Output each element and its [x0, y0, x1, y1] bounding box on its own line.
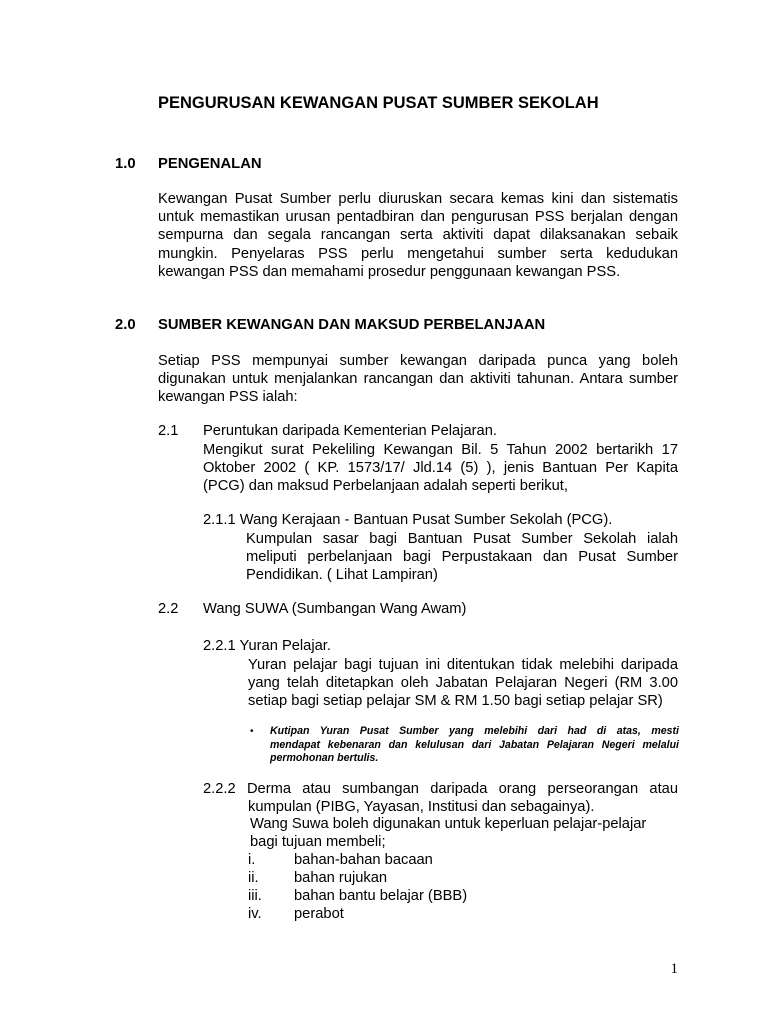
note-line: Kutipan Yuran Pusat Sumber yang melebihi dari had di atas, mesti [270, 725, 679, 737]
subsection-number: 2.2 [158, 601, 179, 617]
paragraph-line: digunakan untuk menjalankan rancangan dan aktiviti tahunan. Antara sumber [158, 371, 678, 388]
list-item-number: iii. [248, 888, 262, 904]
paragraph-line: Oktober 2002 ( KP. 1573/17/ Jld.14 (5) ), jenis Bantuan Per Kapita [203, 460, 678, 477]
paragraph-line: Yuran pelajar bagi tujuan ini ditentukan tidak melebihi daripada [248, 657, 678, 673]
paragraph-line: Mengikut surat Pekeliling Kewangan Bil. 5 Tahun 2002 bertarikh 17 [203, 442, 678, 458]
paragraph-line: Setiap PSS mempunyai sumber kewangan daripada punca yang boleh [158, 353, 678, 369]
list-item-number: iv. [248, 906, 262, 922]
bullet-icon: • [250, 726, 254, 737]
document-title: PENGURUSAN KEWANGAN PUSAT SUMBER SEKOLAH [158, 94, 599, 112]
section-number: 2.0 [115, 317, 136, 333]
subsection-title: Wang SUWA (Sumbangan Wang Awam) [203, 601, 467, 617]
paragraph-line: setiap bagi setiap pelajar SM & RM 1.50 bagi setiap pelajar SR) [248, 693, 663, 710]
note-line: mendapat kebenaran dan kelulusan dari Jabatan Pelajaran Negeri melalui [270, 738, 679, 751]
note-line: permohonan bertulis. [270, 752, 379, 764]
section-heading: SUMBER KEWANGAN DAN MAKSUD PERBELANJAAN [158, 317, 546, 333]
subsection-2-2-1-paragraph [248, 656, 678, 711]
section-2-paragraph [158, 352, 678, 407]
paragraph-line: (PCG) dan maksud Perbelanjaan adalah seperti berikut, [203, 478, 568, 495]
list-item: bahan-bahan bacaan [294, 852, 433, 868]
note-text [270, 725, 679, 766]
paragraph-line: bagi tujuan membeli; [250, 834, 386, 850]
paragraph-line: meliputi perbelanjaan bagi Perpustakaan dan Pusat Sumber [246, 549, 678, 566]
paragraph-line: kewangan PSS dan memahami prosedur penggunaan kewangan PSS. [158, 263, 621, 280]
subsection-2-1-paragraph [203, 441, 678, 496]
list-item: perabot [294, 906, 344, 922]
paragraph-line: yang telah ditetapkan oleh Jabatan Pelajaran Negeri (RM 3.00 [248, 675, 678, 692]
subsection-title: 2.2.1 Yuran Pelajar. [203, 638, 331, 654]
subsection-2-1-1-paragraph [246, 530, 678, 585]
list-item-number: i. [248, 852, 256, 868]
subsection-number: 2.1 [158, 423, 179, 439]
paragraph-line: sempurna dan segala rancangan serta aktiviti dapat dilaksanakan sebaik [158, 227, 678, 244]
paragraph-line: kewangan PSS ialah: [158, 389, 298, 406]
list-item: bahan bantu belajar (BBB) [294, 888, 468, 904]
page-number: 1 [670, 961, 678, 977]
section-heading: PENGENALAN [158, 156, 262, 172]
paragraph-line: Pendidikan. ( Lihat Lampiran) [246, 567, 438, 584]
subsection-title: 2.1.1 Wang Kerajaan - Bantuan Pusat Sumber Sekolah (PCG). [203, 512, 613, 528]
paragraph-line: kumpulan (PIBG, Yayasan, Institusi dan sebagainya). [248, 799, 595, 816]
paragraph-line: untuk memastikan urusan pentadbiran dan pengurusan PSS berjalan dengan [158, 209, 678, 226]
paragraph-line: Wang Suwa boleh digunakan untuk keperluan pelajar-pelajar [250, 816, 647, 832]
section-number: 1.0 [115, 156, 136, 172]
subsection-title: Peruntukan daripada Kementerian Pelajaran. [203, 423, 497, 439]
paragraph-line: Kewangan Pusat Sumber perlu diuruskan secara kemas kini dan sistematis [158, 191, 678, 207]
paragraph-line: mungkin. Penyelaras PSS perlu mengetahui sumber serta kedudukan [158, 245, 678, 262]
list-item: bahan rujukan [294, 870, 388, 886]
subsection-2-2-2-title [203, 780, 678, 816]
section-1-paragraph [158, 190, 678, 281]
list-item-number: ii. [248, 870, 259, 886]
paragraph-line: 2.2.2 Derma atau sumbangan daripada orang perseorangan atau [203, 781, 678, 797]
paragraph-line: Kumpulan sasar bagi Bantuan Pusat Sumber Sekolah ialah [246, 531, 678, 547]
